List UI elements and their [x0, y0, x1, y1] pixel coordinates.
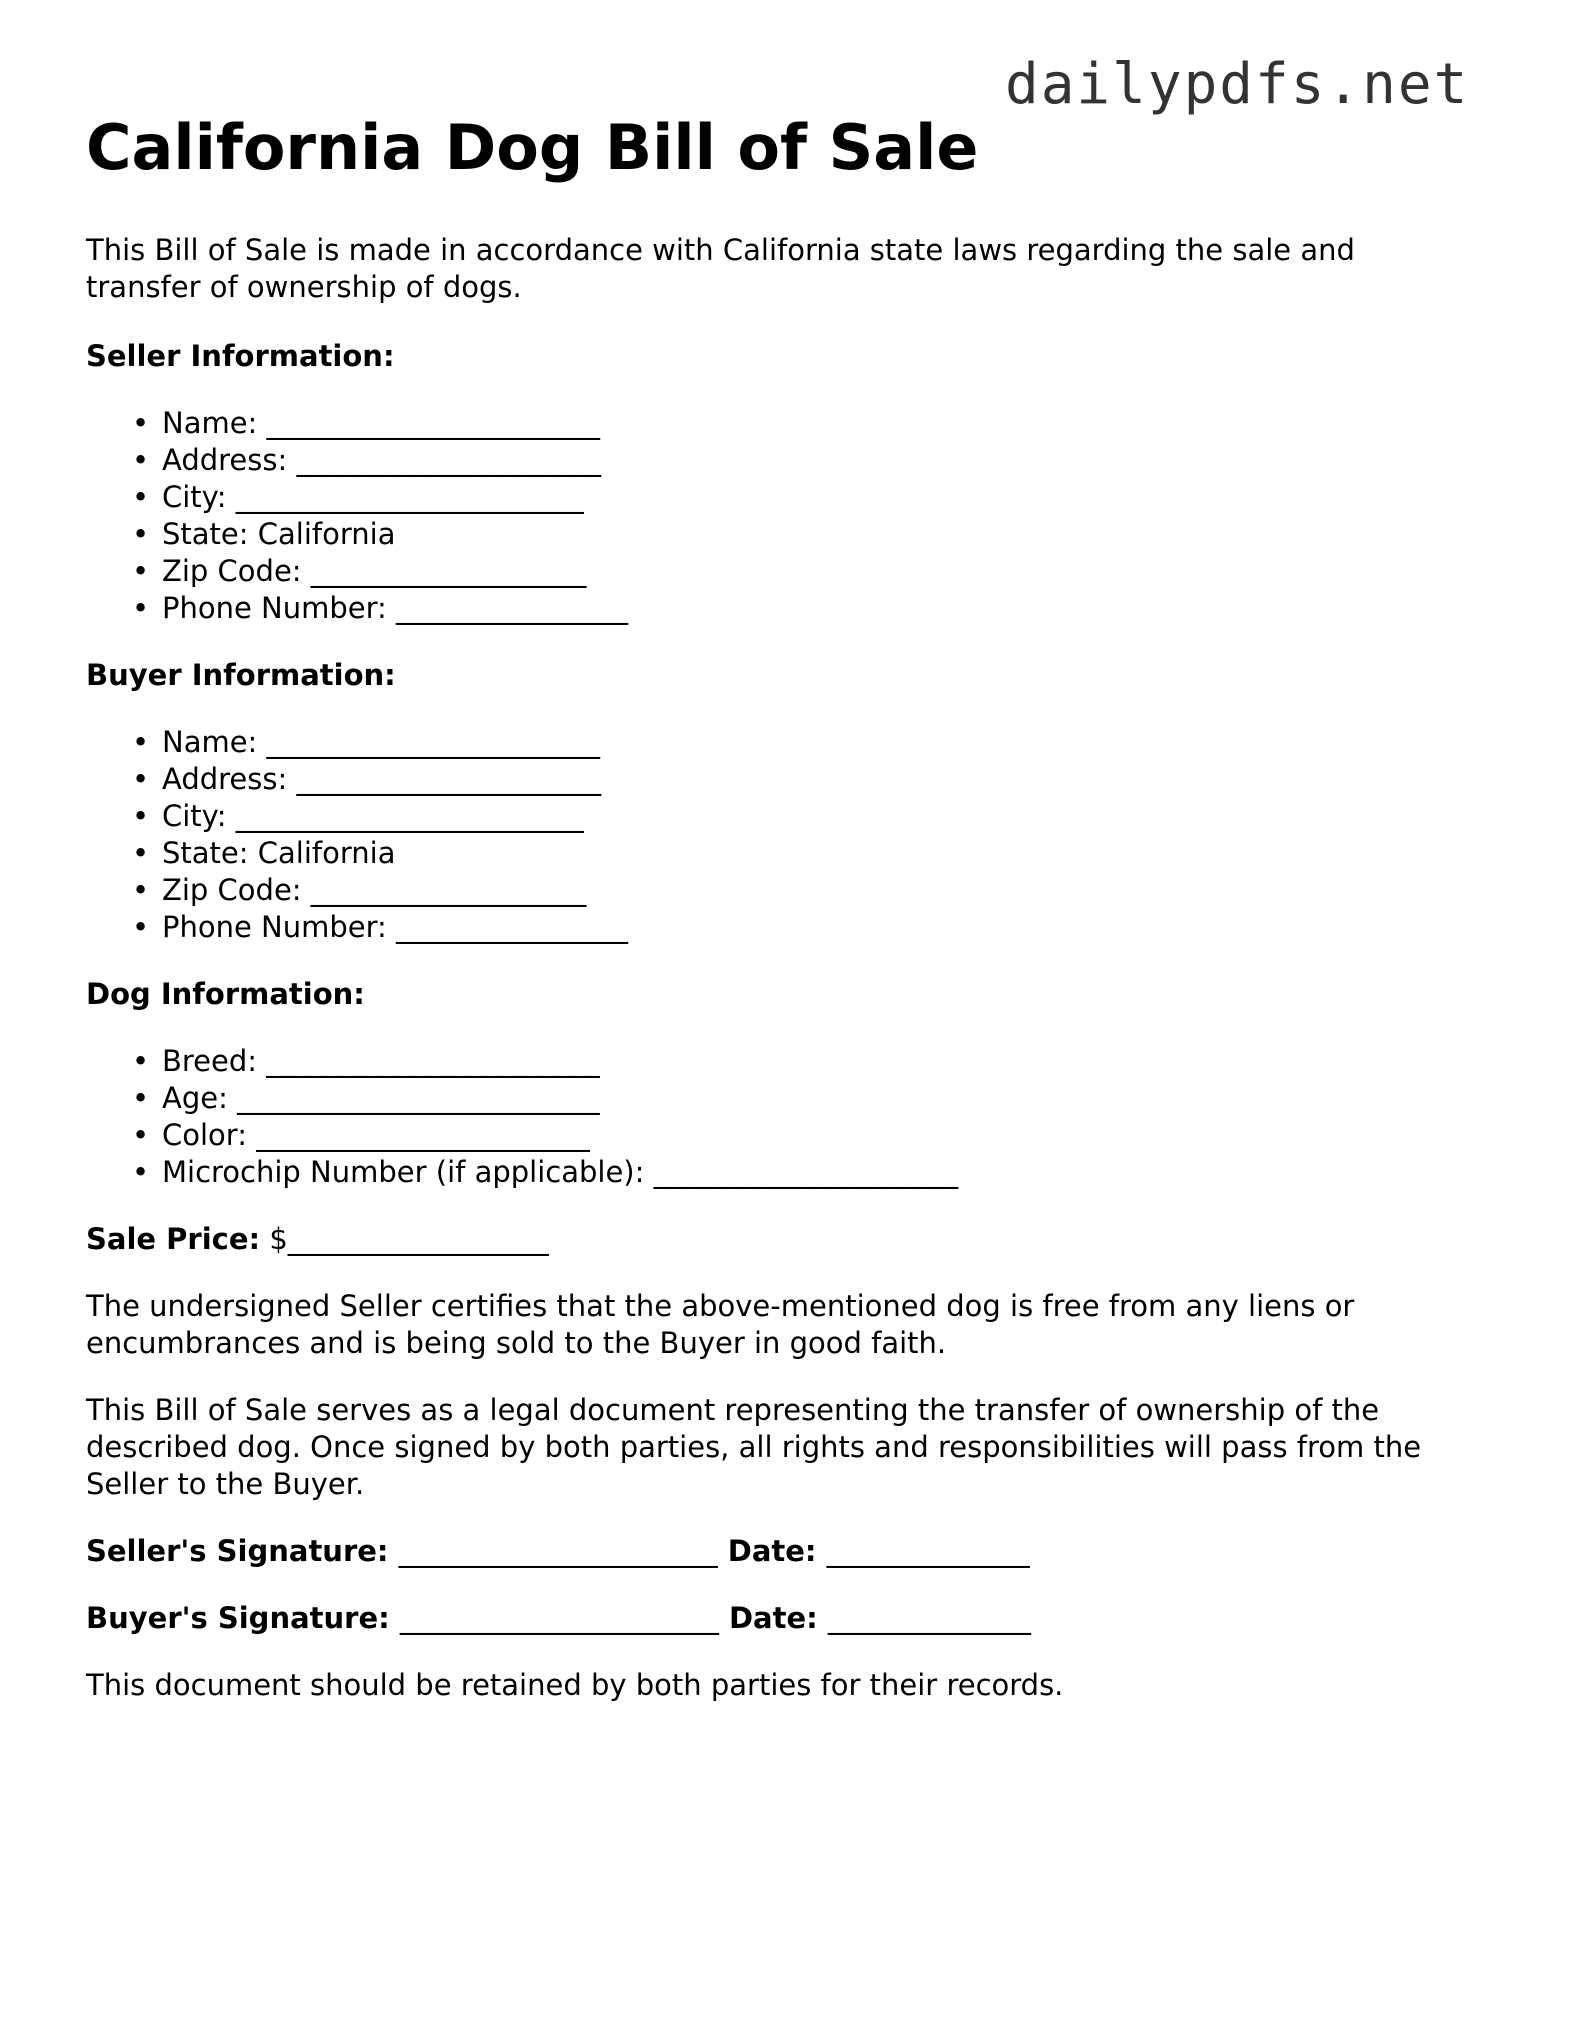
- buyer-address-field: • Address: _____________________: [162, 761, 1486, 798]
- buyer-state-field: • State: California: [162, 835, 1486, 872]
- seller-info-list: [86, 405, 1486, 627]
- seller-date-label: Date:: [727, 1534, 817, 1568]
- intro-paragraph: This Bill of Sale is made in accordance with California state laws regarding the sale and transfer of ownership of dogs.: [86, 233, 1355, 304]
- buyer-signature-label: Buyer's Signature:: [86, 1601, 390, 1635]
- dog-color-field: • Color: _______________________: [162, 1117, 1486, 1154]
- buyer-phone-field: • Phone Number: ________________: [162, 909, 1486, 946]
- buyer-signature-line: [86, 1600, 1486, 1637]
- dog-section-heading: Dog Information:: [86, 977, 365, 1011]
- sale-price-line: [86, 1221, 1486, 1258]
- seller-name-field: • Name: _______________________: [162, 405, 1486, 442]
- seller-section-heading: Seller Information:: [86, 339, 395, 373]
- dog-breed-field: • Breed: _______________________: [162, 1043, 1486, 1080]
- buyer-date-label: Date:: [728, 1601, 818, 1635]
- seller-signature-blank: ______________________: [398, 1534, 718, 1568]
- seller-state-field: • State: California: [162, 516, 1486, 553]
- seller-zip-field: • Zip Code: ___________________: [162, 553, 1486, 590]
- buyer-info-list: [86, 724, 1486, 946]
- buyer-zip-field: • Zip Code: ___________________: [162, 872, 1486, 909]
- document-title: California Dog Bill of Sale: [86, 111, 979, 184]
- dog-age-field: • Age: _________________________: [162, 1080, 1486, 1117]
- seller-signature-line: [86, 1533, 1486, 1570]
- document: [86, 108, 1486, 1704]
- sale-price-blank: $__________________: [269, 1222, 549, 1256]
- certification-paragraph: The undersigned Seller certifies that the above-mentioned dog is free from any liens or encumbrances and is being sold to the Buyer in good faith.: [86, 1289, 1355, 1360]
- sale-price-label: Sale Price:: [86, 1222, 261, 1256]
- seller-address-field: • Address: _____________________: [162, 442, 1486, 479]
- dog-microchip-field: • Microchip Number (if applicable): _____________________: [162, 1154, 1486, 1191]
- seller-city-field: • City: ________________________: [162, 479, 1486, 516]
- dog-info-list: [86, 1043, 1486, 1191]
- closing-note: This document should be retained by both parties for their records.: [86, 1668, 1064, 1702]
- legal-statement-paragraph: This Bill of Sale serves as a legal document representing the transfer of ownership of the described dog. Once signed by both parties, all rights and responsibilities will pass from the Seller to the Buyer.: [86, 1393, 1422, 1501]
- seller-date-blank: ______________: [826, 1534, 1030, 1568]
- seller-phone-field: • Phone Number: ________________: [162, 590, 1486, 627]
- buyer-city-field: • City: ________________________: [162, 798, 1486, 835]
- buyer-section-heading: Buyer Information:: [86, 658, 396, 692]
- seller-signature-label: Seller's Signature:: [86, 1534, 389, 1568]
- buyer-signature-blank: ______________________: [399, 1601, 719, 1635]
- buyer-date-blank: ______________: [827, 1601, 1031, 1635]
- watermark: dailypdfs.net: [1005, 52, 1470, 117]
- buyer-name-field: • Name: _______________________: [162, 724, 1486, 761]
